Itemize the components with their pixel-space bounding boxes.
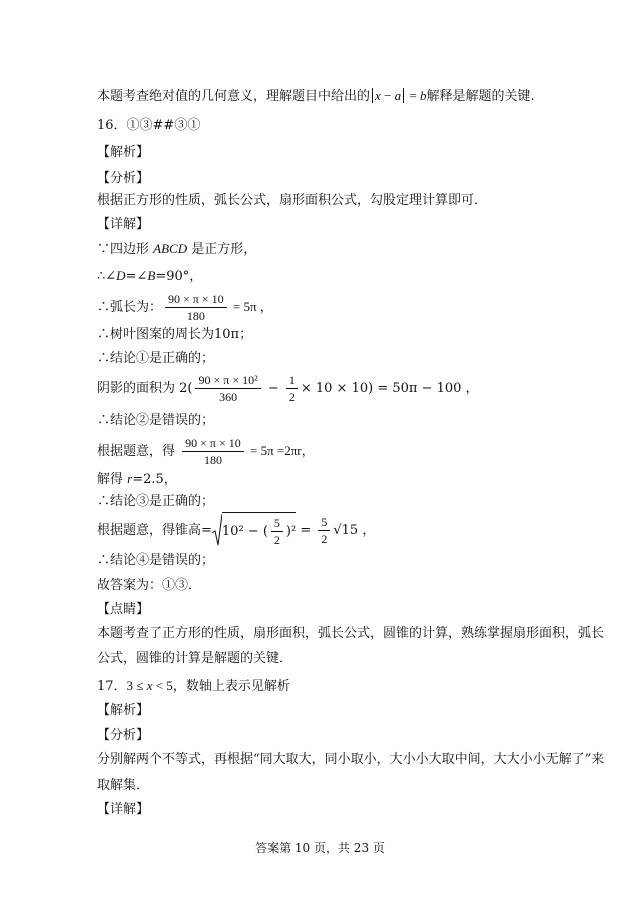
analysis-text: 根据正方形的性质，弧长公式，扇形面积公式，勾股定理计算即可． xyxy=(97,193,488,208)
text-segment: 解释是解题的关键. xyxy=(426,89,535,104)
summary-line-1: 本题考查了正方形的性质，扇形面积，弧长公式，圆锥的计算，熟练掌握扇形面积，弧长 xyxy=(97,626,605,641)
section-jiexi-17: 【解析】 xyxy=(97,703,150,718)
line-perimeter: ∴树叶图案的周长为10π； xyxy=(97,327,253,342)
line-cone-height: 根据题意，得锥高= 10² − ( $\frac{5}{2}$ )² = $\frac{5}{2}$ √15 ， xyxy=(97,512,375,549)
line-shaded-area: 阴影的面积为 2( $\frac{\text{90 × π × 10²}}{360}$ − $\frac{1}{2}$ × 10 × 10) = 50π − 100 ， xyxy=(97,373,479,404)
analysis-17-line-2: 取解集． xyxy=(97,778,150,793)
fraction: $\frac{90 \times \pi \times 10}{180}$ xyxy=(165,292,227,323)
question-16-answer: 16．①③##③① xyxy=(97,118,201,133)
line-square: ∵四边形 ABCD 是正方形， xyxy=(97,241,257,257)
line-solve-r: 解得 r=2.5， xyxy=(97,471,177,487)
question-17-answer: 17．3 ≤ x < 5，数轴上表示见解析 xyxy=(97,678,290,694)
fraction: $\frac{90 \times \pi \times 10}{180}$ xyxy=(182,436,244,467)
analysis-17-line-1: 分别解两个不等式，再根据“同大取大，同小取小，大小小大取中间，大大小小无解了”来 xyxy=(97,752,605,767)
abs-expression: x − a = b xyxy=(370,88,426,103)
line-conclusion-2: ∴结论②是错误的； xyxy=(97,413,215,428)
section-xiangjie: 【详解】 xyxy=(97,217,150,232)
line-conclusion-4: ∴结论④是错误的； xyxy=(97,553,215,568)
line-arc-length: ∴弧长为： $\frac{90 \times \pi \times 10}{180}$ = 5π ， xyxy=(97,292,273,323)
line-angles: ∴∠D=∠B=90°， xyxy=(97,268,203,284)
line-abs-value-summary xyxy=(97,87,535,106)
fraction: $\frac{5}{2}$ xyxy=(318,515,330,546)
line-conclusion-1: ∴结论①是正确的； xyxy=(97,351,215,366)
summary-line-2: 公式，圆锥的计算是解题的关键． xyxy=(97,651,293,666)
fraction: $\frac{1}{2}$ xyxy=(286,373,298,404)
page-footer: 答案第 10 页，共 23 页 xyxy=(255,841,385,855)
fraction: $\frac{\text{90 × π × 10²}}{360}$ xyxy=(195,373,260,404)
section-fenxi: 【分析】 xyxy=(97,171,150,186)
section-xiangjie-17: 【详解】 xyxy=(97,802,150,817)
line-final-answer: 故答案为：①③． xyxy=(97,578,202,593)
line-radius-equation: 根据题意，得 $\frac{90 \times \pi \times 10}{180}$ = 5π =2πr， xyxy=(97,436,315,467)
fraction: $\frac{5}{2}$ xyxy=(271,516,283,547)
section-jiexi: 【解析】 xyxy=(97,145,150,160)
text-segment: 本题考查绝对值的几何意义，理解题目中给出的 xyxy=(97,89,371,104)
square-root xyxy=(212,513,222,548)
section-dianjing: 【点睛】 xyxy=(97,602,150,617)
line-conclusion-3: ∴结论③是正确的； xyxy=(97,494,215,509)
section-fenxi-17: 【分析】 xyxy=(97,728,150,743)
